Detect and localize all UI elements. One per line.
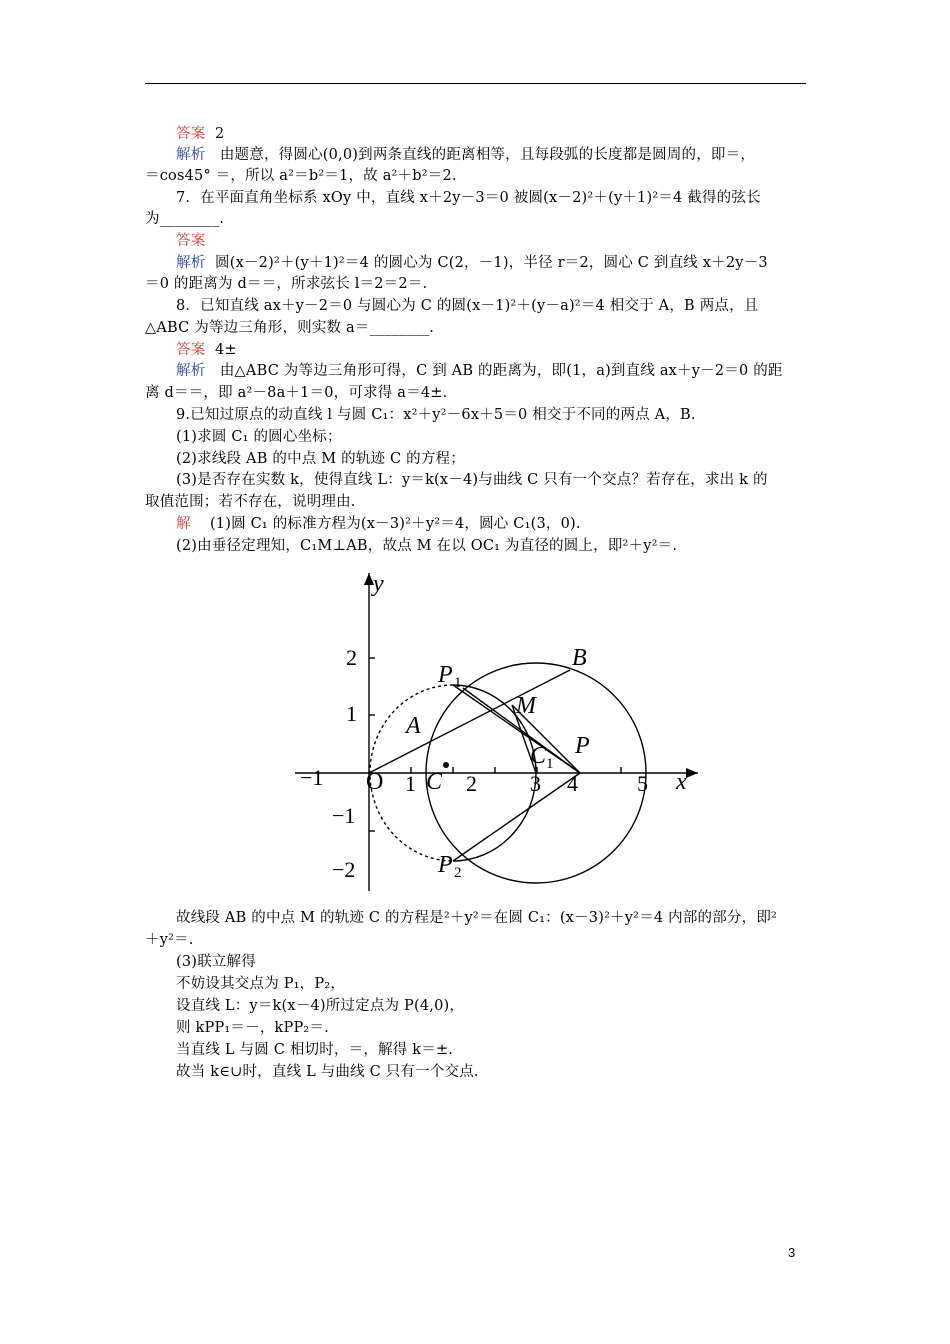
x-tick-label: −1 bbox=[300, 765, 324, 790]
y-axis-label: y bbox=[373, 571, 384, 597]
y-tick-label: −1 bbox=[332, 803, 356, 828]
analysis-label: 解析 bbox=[176, 147, 206, 163]
point-p2-label: P bbox=[438, 852, 453, 878]
analysis-label: 解析 bbox=[176, 363, 206, 379]
q7-analysis-line1: 解析 圆(x－2)²＋(y＋1)²＝4 的圆心为 C(2，－1)，半径 r＝2，圆心 C 到直线 x＋2y－3 bbox=[176, 255, 768, 271]
answer-label: 答案 bbox=[176, 126, 206, 142]
x-axis-arrow bbox=[686, 768, 698, 778]
q7-answer bbox=[176, 232, 205, 250]
point-a-label: A bbox=[406, 713, 421, 739]
q9-sol3-2: 不妨设其交点为 P₁，P₂， bbox=[176, 976, 346, 992]
q9-sol3-1: (3)联立解得 bbox=[176, 954, 256, 970]
point-m-label: M bbox=[516, 693, 536, 719]
x-axis-label: x bbox=[676, 769, 687, 795]
origin-label: O bbox=[366, 769, 384, 795]
q8-stem-line1: 8．已知直线 ax＋y－2＝0 与圆心为 C 的圆(x－1)²＋(y－a)²＝4 相交于 A，B 两点，且 bbox=[176, 298, 759, 314]
page-number: 3 bbox=[788, 1245, 796, 1260]
q9-part1: (1)求圆 C₁ 的圆心坐标； bbox=[176, 429, 342, 445]
q8-analysis-line2: 离 d＝＝，即 a²－8a＋1＝0，可求得 a＝4±. bbox=[145, 385, 448, 401]
q9-sol3-3: 设直线 L：y＝k(x－4)所过定点为 P(4,0)， bbox=[176, 998, 465, 1014]
q9-sol3-4: 则 kPP₁＝－，kPP₂＝. bbox=[176, 1020, 329, 1036]
q7-stem-line1: 7．在平面直角坐标系 xOy 中，直线 x＋2y－3＝0 被圆(x－2)²＋(y＋1)²＝4 截得的弦长 bbox=[176, 190, 761, 206]
q8-answer: 答案 4± bbox=[176, 342, 237, 358]
q6-analysis-line1: 解析 由题意，得圆心(0,0)到两条直线的距离相等，且每段弧的长度都是圆周的，即＝， bbox=[176, 147, 756, 163]
point-c1-sub: 1 bbox=[546, 756, 554, 772]
q9-solution-1: 解 (1)圆 C₁ 的标准方程为(x－3)²＋y²＝4，圆心 C₁(3，0). bbox=[176, 516, 581, 532]
geometry-figure bbox=[280, 563, 705, 893]
q9-after-fig-line1: 故线段 AB 的中点 M 的轨迹 C 的方程是²＋y²＝在圆 C₁：(x－3)²＋y²＝4 内部的部分，即² bbox=[176, 910, 778, 926]
y-tick-label: 1 bbox=[346, 701, 357, 726]
q9-sol3-6: 故当 k∈∪时，直线 L 与曲线 C 只有一个交点. bbox=[176, 1064, 479, 1080]
q9-part3-line1: (3)是否存在实数 k，使得直线 L：y＝k(x－4)与曲线 C 只有一个交点？若存在，求出 k 的 bbox=[176, 472, 768, 488]
solution-label: 解 bbox=[176, 516, 191, 532]
q6-analysis-line2: ＝cos45° ＝，所以 a²＝b²＝1，故 a²＋b²＝2. bbox=[145, 168, 457, 184]
q9-sol3-5: 当直线 L 与圆 C 相切时，＝，解得 k＝±. bbox=[176, 1042, 454, 1058]
q9-part3-line2: 取值范围；若不存在，说明理由. bbox=[145, 494, 356, 510]
point-p-label: P bbox=[575, 733, 590, 759]
analysis-label: 解析 bbox=[176, 255, 206, 271]
point-c-label: C bbox=[426, 769, 443, 795]
q7-stem-line2: 为________. bbox=[145, 211, 225, 227]
point-p1-sub: 1 bbox=[454, 675, 462, 691]
x-tick-label: 2 bbox=[466, 771, 477, 796]
point-p1-label: P bbox=[438, 662, 453, 688]
point-p2-sub: 2 bbox=[454, 865, 462, 881]
q9-solution-2: (2)由垂径定理知，C₁M⊥AB，故点 M 在以 OC₁ 为直径的圆上，即²＋y²＝. bbox=[176, 538, 678, 554]
x-tick-label: 5 bbox=[637, 771, 648, 796]
q8-analysis-line1: 解析 由△ABC 为等边三角形可得，C 到 AB 的距离为，即(1，a)到直线 ax＋y－2＝0 的距 bbox=[176, 363, 783, 379]
y-tick-label: −2 bbox=[332, 857, 356, 882]
answer-label: 答案 bbox=[176, 342, 206, 358]
answer-label: 答案 bbox=[176, 233, 206, 249]
q9-part2: (2)求线段 AB 的中点 M 的轨迹 C 的方程； bbox=[176, 451, 465, 467]
point-c bbox=[443, 762, 449, 768]
x-tick-label: 1 bbox=[405, 771, 416, 796]
point-c1-label: C bbox=[530, 743, 547, 769]
y-tick-label: 2 bbox=[346, 645, 357, 670]
x-tick-label: 4 bbox=[567, 771, 578, 796]
q6-answer: 答案 2 bbox=[176, 126, 225, 142]
q7-analysis-line2: ＝0 的距离为 d＝＝，所求弦长 l＝2＝2＝. bbox=[145, 276, 428, 292]
q9-after-fig-line2: ＋y²＝. bbox=[145, 932, 194, 948]
point-b-label: B bbox=[572, 645, 587, 671]
header-rule bbox=[145, 83, 806, 84]
q9-stem: 9.已知过原点的动直线 l 与圆 C₁：x²＋y²－6x＋5＝0 相交于不同的两点 A，B. bbox=[176, 407, 696, 423]
q8-stem-line2: △ABC 为等边三角形，则实数 a＝________. bbox=[145, 320, 435, 336]
x-tick-label: 3 bbox=[530, 771, 541, 796]
